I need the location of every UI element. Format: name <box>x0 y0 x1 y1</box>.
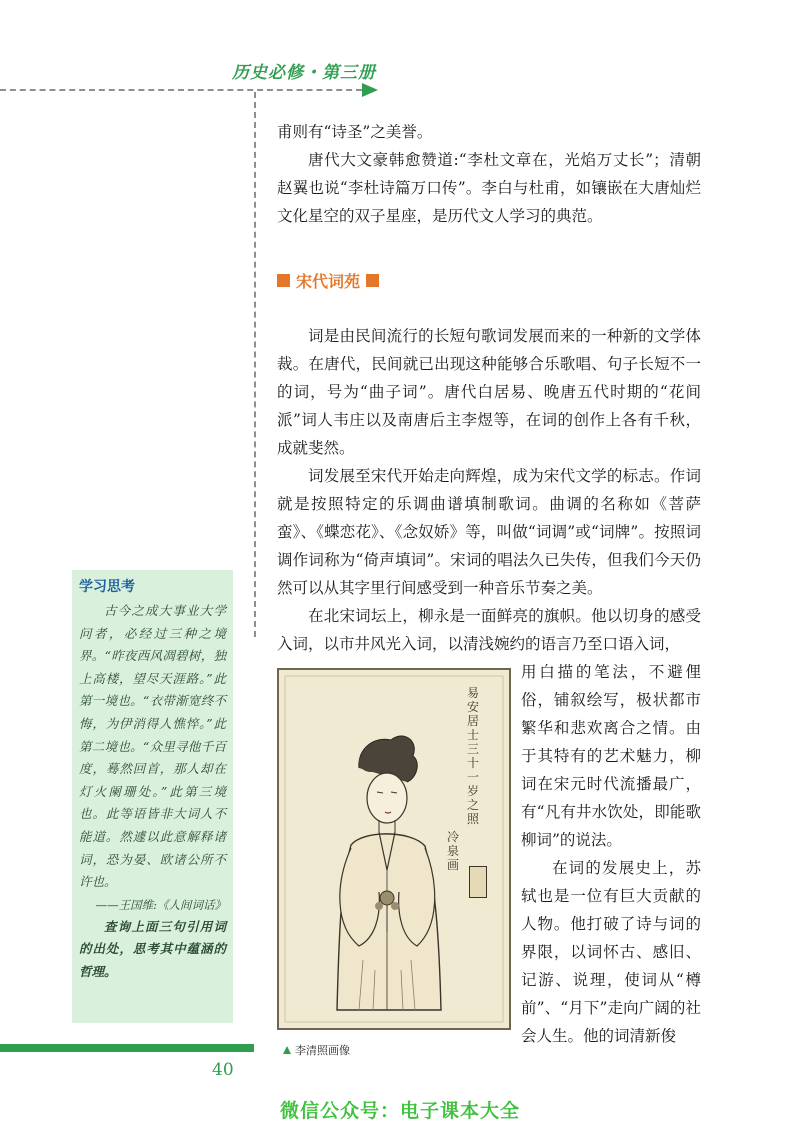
intro-paragraph-2: 唐代大文豪韩愈赞道:“李杜文章在，光焰万丈长”；清朝赵翼也说“李杜诗篇万口传”。李白与杜甫，如镶嵌在大唐灿烂文化星空的双子星座，是历代文人学习的典范。 <box>277 151 701 225</box>
section-heading-text: 宋代词苑 <box>296 272 361 291</box>
caption-triangle-icon <box>283 1046 291 1054</box>
section-paragraph-4: 在词的发展史上，苏轼也是一位有巨大贡献的人物。他打破了诗与词的界限，以词怀古、感旧、记游、说理，使词从“樽前”、“月下”走向广阔的社会人生。他的词清新俊 <box>521 859 701 1045</box>
sidebar-title: 学习思考 <box>79 579 135 595</box>
page-number: 40 <box>212 1060 234 1080</box>
watermark: 微信公众号：电子课本大全 <box>279 1100 520 1122</box>
figure-caption-text: 李清照画像 <box>295 1044 350 1057</box>
book-title: 历史必修・第三册 <box>232 63 376 83</box>
sidebar-question: 查询上面三句引用词的出处，思考其中蕴涵的哲理。 <box>79 918 226 979</box>
heading-square-icon <box>277 274 290 287</box>
sidebar-citation: ——王国维:《人间词话》 <box>95 897 226 912</box>
intro-paragraph-1: 甫则有“诗圣”之美誉。 <box>277 123 433 141</box>
figure-caption <box>283 1042 350 1058</box>
section-heading <box>277 269 379 292</box>
section-paragraph-3: 在北宋词坛上，柳永是一面鲜亮的旗帜。他以切身的感受入词，以市井风光入词，以清浅婉约的语言乃至口语入词， <box>277 607 701 653</box>
sidebar-quote: 古今之成大事业大学问者，必经过三种之境界。“昨夜西风凋碧树，独上高楼，望尽天涯路。”此第一境也。“衣带渐宽终不悔，为伊消得人憔悴。”此第二境也。“众里寻他千百度，蓦然回首，那人却在灯火阑珊处。”此第三境也。此等语皆非大词人不能道。然遽以此意解释诸词，恐为晏、欧诸公所不许也。 <box>79 603 226 890</box>
study-sidebar <box>72 570 233 1023</box>
section-paragraph-1: 词是由民间流行的长短句歌词发展而来的一种新的文学体裁。在唐代，民间就已出现这种能够合乐歌唱、句子长短不一的词，号为“曲子词”。唐代白居易、晚唐五代时期的“花间派”词人韦庄以及南唐后主李煜等，在词的创作上各有千秋，成就斐然。 <box>277 327 701 457</box>
portrait-signature: 冷泉画 <box>447 830 460 872</box>
portrait-inscription: 易安居士三十一岁之照 <box>467 686 480 826</box>
header-divider <box>0 89 362 91</box>
section-paragraph-2: 词发展至宋代开始走向辉煌，成为宋代文学的标志。作词就是按照特定的乐调曲谱填制歌词。曲调的名称如《菩萨蛮》、《蝶恋花》、《念奴娇》等，叫做“词调”或“词牌”。按照词调作词称为“倚声填词”。宋词的唱法久已失传，但我们今天仍然可以从其字里行间感受到一种音乐节奏之美。 <box>277 467 701 597</box>
column-divider <box>254 92 256 637</box>
seal-stamp-icon <box>469 866 487 898</box>
heading-square-icon <box>366 274 379 287</box>
li-qingzhao-portrait <box>277 668 511 1030</box>
footer-bar <box>0 1044 254 1052</box>
section-paragraph-3-continued: 用白描的笔法，不避俚俗，铺叙绘写，极状都市繁华和悲欢离合之情。由于其特有的艺术魅力，柳词在宋元时代流播最广，有“凡有井水饮处，即能歌柳词”的说法。 <box>521 663 701 849</box>
header-arrow-icon <box>362 83 378 97</box>
